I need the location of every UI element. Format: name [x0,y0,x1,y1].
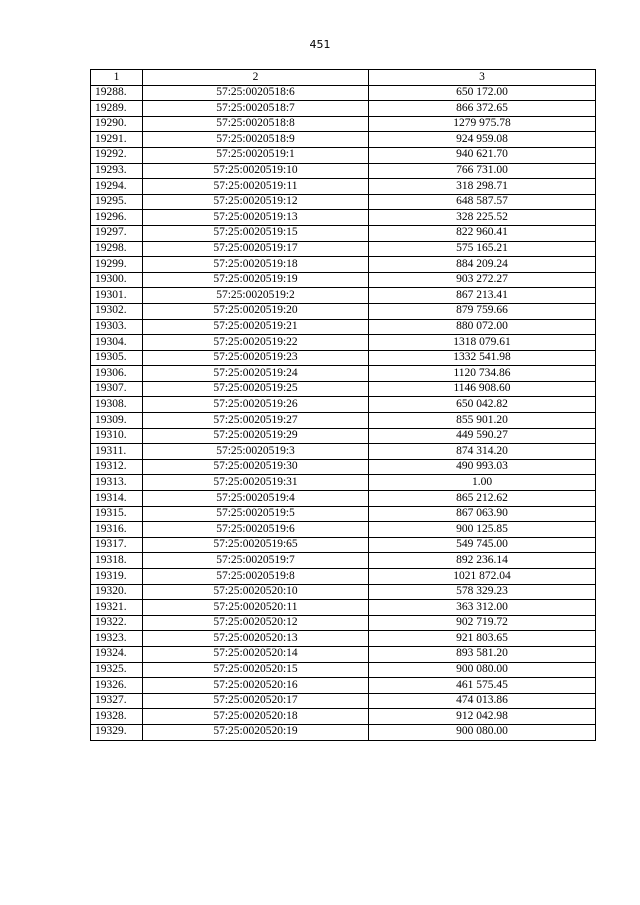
value-cell: 650 172.00 [369,85,596,101]
row-number-cell: 19302. [91,303,143,319]
table-row [91,272,596,288]
table-row [91,303,596,319]
value-cell: 1021 872.04 [369,569,596,585]
table-row [91,194,596,210]
value-cell: 461 575.45 [369,678,596,694]
row-number-cell: 19325. [91,662,143,678]
cadastral-number-cell: 57:25:0020520:11 [143,600,369,616]
row-number-cell: 19324. [91,646,143,662]
cadastral-number-cell: 57:25:0020520:17 [143,693,369,709]
row-number-cell: 19301. [91,288,143,304]
table-row [91,693,596,709]
cadastral-number-cell: 57:25:0020519:2 [143,288,369,304]
value-cell: 893 581.20 [369,646,596,662]
table-row [91,553,596,569]
row-number-cell: 19320. [91,584,143,600]
row-number-cell: 19326. [91,678,143,694]
cadastral-number-cell: 57:25:0020520:16 [143,678,369,694]
row-number-cell: 19306. [91,366,143,382]
cadastral-number-cell: 57:25:0020520:18 [143,709,369,725]
table-row [91,335,596,351]
table-row [91,631,596,647]
value-cell: 880 072.00 [369,319,596,335]
cadastral-number-cell: 57:25:0020519:22 [143,335,369,351]
table-row [91,646,596,662]
value-cell: 318 298.71 [369,179,596,195]
row-number-cell: 19299. [91,257,143,273]
cadastral-number-cell: 57:25:0020519:24 [143,366,369,382]
table-row [91,584,596,600]
cadastral-number-cell: 57:25:0020519:7 [143,553,369,569]
table-row [91,101,596,117]
value-cell: 866 372.65 [369,101,596,117]
table-row [91,444,596,460]
row-number-cell: 19307. [91,381,143,397]
table-row [91,522,596,538]
row-number-cell: 19313. [91,475,143,491]
value-cell: 549 745.00 [369,537,596,553]
value-cell: 1120 734.86 [369,366,596,382]
cadastral-number-cell: 57:25:0020520:14 [143,646,369,662]
table-row [91,147,596,163]
cadastral-number-cell: 57:25:0020518:6 [143,85,369,101]
cadastral-number-cell: 57:25:0020519:65 [143,537,369,553]
cadastral-number-cell: 57:25:0020519:10 [143,163,369,179]
row-number-cell: 19308. [91,397,143,413]
cadastral-number-cell: 57:25:0020519:29 [143,428,369,444]
value-cell: 650 042.82 [369,397,596,413]
cadastral-number-cell: 57:25:0020519:13 [143,210,369,226]
row-number-cell: 19311. [91,444,143,460]
table-row [91,116,596,132]
value-cell: 1318 079.61 [369,335,596,351]
table-row [91,709,596,725]
value-cell: 874 314.20 [369,444,596,460]
table-row [91,600,596,616]
table-row [91,475,596,491]
value-cell: 490 993.03 [369,459,596,475]
value-cell: 1146 908.60 [369,381,596,397]
table-row [91,397,596,413]
row-number-cell: 19292. [91,147,143,163]
cadastral-number-cell: 57:25:0020519:5 [143,506,369,522]
value-cell: 902 719.72 [369,615,596,631]
row-number-cell: 19294. [91,179,143,195]
row-number-cell: 19298. [91,241,143,257]
cadastral-number-cell: 57:25:0020519:3 [143,444,369,460]
row-number-cell: 19293. [91,163,143,179]
value-cell: 1.00 [369,475,596,491]
table-row [91,506,596,522]
cadastral-number-cell: 57:25:0020519:18 [143,257,369,273]
value-cell: 879 759.66 [369,303,596,319]
cadastral-number-cell: 57:25:0020519:27 [143,413,369,429]
row-number-cell: 19289. [91,101,143,117]
table-row [91,537,596,553]
table-row [91,459,596,475]
table-row [91,662,596,678]
cadastral-number-cell: 57:25:0020519:15 [143,225,369,241]
column-header-3: 3 [369,70,596,86]
row-number-cell: 19310. [91,428,143,444]
value-cell: 822 960.41 [369,225,596,241]
value-cell: 940 621.70 [369,147,596,163]
table-row [91,615,596,631]
cadastral-number-cell: 57:25:0020519:8 [143,569,369,585]
row-number-cell: 19317. [91,537,143,553]
value-cell: 1332 541.98 [369,350,596,366]
table-row [91,569,596,585]
table-row [91,428,596,444]
row-number-cell: 19321. [91,600,143,616]
table-row [91,241,596,257]
cadastral-number-cell: 57:25:0020520:13 [143,631,369,647]
table-row [91,257,596,273]
row-number-cell: 19297. [91,225,143,241]
row-number-cell: 19288. [91,85,143,101]
row-number-cell: 19327. [91,693,143,709]
value-cell: 900 080.00 [369,662,596,678]
row-number-cell: 19295. [91,194,143,210]
value-cell: 766 731.00 [369,163,596,179]
value-cell: 1279 975.78 [369,116,596,132]
row-number-cell: 19314. [91,491,143,507]
cadastral-number-cell: 57:25:0020519:4 [143,491,369,507]
table-row [91,210,596,226]
table-row [91,678,596,694]
cadastral-number-cell: 57:25:0020520:10 [143,584,369,600]
value-cell: 578 329.23 [369,584,596,600]
table-body [91,85,596,740]
cadastral-number-cell: 57:25:0020518:7 [143,101,369,117]
cadastral-number-cell: 57:25:0020519:30 [143,459,369,475]
row-number-cell: 19290. [91,116,143,132]
cadastral-number-cell: 57:25:0020520:12 [143,615,369,631]
value-cell: 903 272.27 [369,272,596,288]
value-cell: 648 587.57 [369,194,596,210]
row-number-cell: 19322. [91,615,143,631]
table-row [91,366,596,382]
cadastral-number-cell: 57:25:0020519:21 [143,319,369,335]
table-row [91,225,596,241]
cadastral-number-cell: 57:25:0020519:20 [143,303,369,319]
cadastral-number-cell: 57:25:0020520:19 [143,724,369,740]
value-cell: 363 312.00 [369,600,596,616]
row-number-cell: 19309. [91,413,143,429]
row-number-cell: 19315. [91,506,143,522]
cadastral-number-cell: 57:25:0020519:19 [143,272,369,288]
table-row [91,381,596,397]
cadastral-number-cell: 57:25:0020518:8 [143,116,369,132]
value-cell: 921 803.65 [369,631,596,647]
column-header-1: 1 [91,70,143,86]
value-cell: 575 165.21 [369,241,596,257]
row-number-cell: 19312. [91,459,143,475]
value-cell: 924 959.08 [369,132,596,148]
table-row [91,350,596,366]
cadastral-number-cell: 57:25:0020519:1 [143,147,369,163]
table-row [91,413,596,429]
data-table [90,69,596,741]
value-cell: 328 225.52 [369,210,596,226]
value-cell: 884 209.24 [369,257,596,273]
row-number-cell: 19328. [91,709,143,725]
column-header-2: 2 [143,70,369,86]
table-row [91,288,596,304]
value-cell: 892 236.14 [369,553,596,569]
cadastral-number-cell: 57:25:0020519:26 [143,397,369,413]
value-cell: 900 080.00 [369,724,596,740]
table-row [91,724,596,740]
table-row [91,491,596,507]
value-cell: 900 125.85 [369,522,596,538]
value-cell: 867 063.90 [369,506,596,522]
row-number-cell: 19303. [91,319,143,335]
cadastral-number-cell: 57:25:0020519:31 [143,475,369,491]
cadastral-number-cell: 57:25:0020519:12 [143,194,369,210]
table-header-row [91,70,596,86]
row-number-cell: 19305. [91,350,143,366]
cadastral-number-cell: 57:25:0020519:6 [143,522,369,538]
cadastral-number-cell: 57:25:0020519:11 [143,179,369,195]
page-number: 451 [309,38,331,51]
row-number-cell: 19304. [91,335,143,351]
value-cell: 449 590.27 [369,428,596,444]
table-row [91,179,596,195]
row-number-cell: 19318. [91,553,143,569]
row-number-cell: 19300. [91,272,143,288]
value-cell: 865 212.62 [369,491,596,507]
table-row [91,85,596,101]
cadastral-number-cell: 57:25:0020520:15 [143,662,369,678]
value-cell: 912 042.98 [369,709,596,725]
table-row [91,163,596,179]
cadastral-number-cell: 57:25:0020519:25 [143,381,369,397]
value-cell: 867 213.41 [369,288,596,304]
cadastral-number-cell: 57:25:0020519:23 [143,350,369,366]
row-number-cell: 19323. [91,631,143,647]
row-number-cell: 19296. [91,210,143,226]
value-cell: 474 013.86 [369,693,596,709]
table-row [91,132,596,148]
row-number-cell: 19291. [91,132,143,148]
row-number-cell: 19316. [91,522,143,538]
value-cell: 855 901.20 [369,413,596,429]
cadastral-number-cell: 57:25:0020518:9 [143,132,369,148]
table-row [91,319,596,335]
row-number-cell: 19329. [91,724,143,740]
row-number-cell: 19319. [91,569,143,585]
cadastral-number-cell: 57:25:0020519:17 [143,241,369,257]
